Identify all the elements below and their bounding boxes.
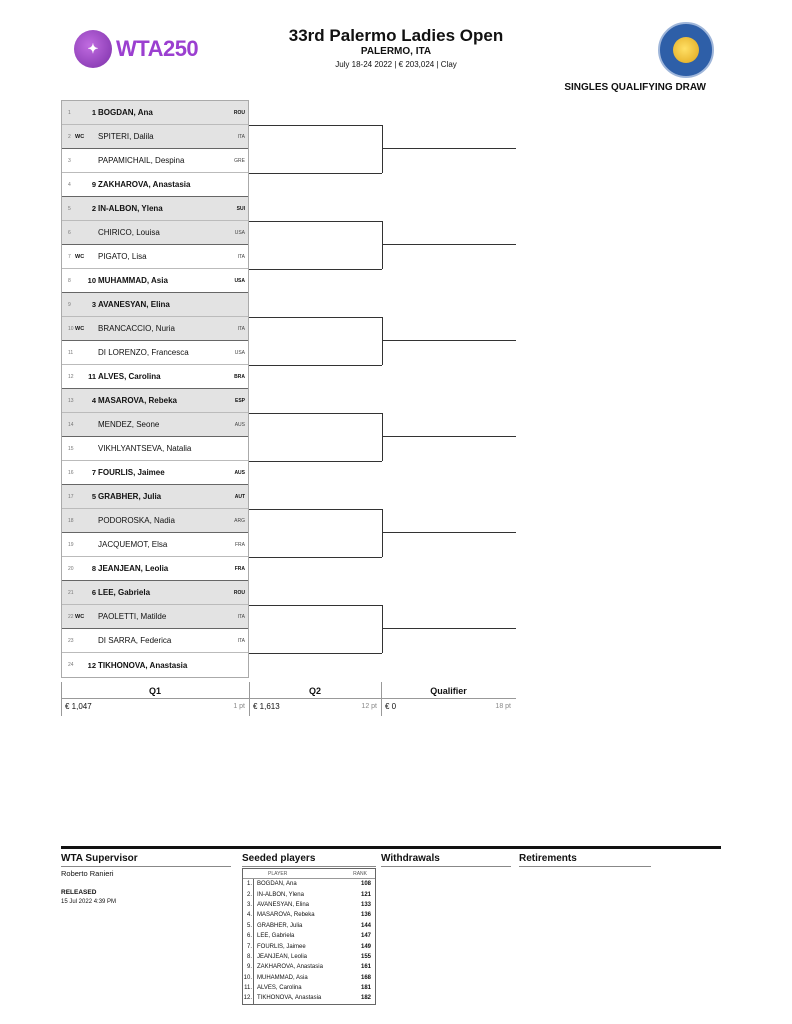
bracket-line [382,628,516,629]
draw-position: 6 [68,229,71,236]
seed-rank-number: 1. [243,879,254,889]
seeded-player-rank: 155 [360,953,371,960]
wta-logo-icon: ✦ [74,30,112,68]
draw-position: 17 [68,493,74,500]
seeded-player-name: IN-ALBON, Ylena [257,891,304,898]
rounds-footer [61,682,516,716]
bracket-line [249,269,382,270]
player-country: FRA [234,565,245,572]
round-points: 12 pt [361,703,377,710]
seeded-col-rank: RANK [353,870,367,877]
seed-rank-number: 3. [243,900,254,910]
bracket-line [382,317,383,365]
seed-rank-number: 9. [243,962,254,972]
bracket-line [382,125,383,173]
draw-position: 15 [68,445,74,452]
draw-position: 4 [68,181,71,188]
seed-number: 7 [91,468,96,477]
seeded-player-name: MUHAMMAD, Asia [257,974,308,981]
seeded-player-name: TIKHONOVA, Anastasia [257,995,322,1002]
bracket-line [249,557,382,558]
draw-entry-row [62,485,248,509]
entry-status: WC [75,613,85,620]
draw-position: 19 [68,541,74,548]
bracket-line [382,221,383,269]
tournament-title: 33rd Palermo Ladies Open [288,26,504,45]
bracket-line [249,365,382,366]
draw-entry-row [62,581,248,605]
seeded-player-rank: 133 [360,901,371,908]
player-country: AUT [234,493,245,500]
seed-number: 11 [88,372,96,381]
seed-rank-number: 10. [243,973,254,983]
player-name: LEE, Gabriela [98,588,151,597]
seeded-player-name: JEANJEAN, Leolia [257,953,308,960]
draw-entry-row [62,125,248,149]
seed-number: 4 [91,396,96,405]
draw-type: SINGLES QUALIFYING DRAW [564,82,706,93]
player-name: PAOLETTI, Matilde [98,612,167,621]
draw-entry-row [62,245,248,269]
player-country: ITA [237,133,245,140]
seeded-table-header [243,869,375,879]
player-name: MASAROVA, Rebeka [98,396,177,405]
player-name: PODOROSKA, Nadia [98,516,175,525]
seeded-player-name: FOURLIS, Jaimee [257,943,306,950]
seed-rank-number: 8. [243,952,254,962]
player-name: MUHAMMAD, Asia [98,276,168,285]
seeded-player-rank: 161 [360,964,371,971]
seed-rank-number: 5. [243,921,254,931]
bracket-line [382,148,516,149]
seeded-player-name: ZAKHAROVA, Anastasia [257,964,323,971]
logo-text: WTA250 [116,36,199,61]
draw-entry-row [62,533,248,557]
draw-position: 23 [68,637,74,644]
draw-entry-row [62,149,248,173]
seed-number: 1 [91,108,96,117]
bracket-line [382,605,383,653]
bracket-line [249,317,382,318]
tournament-details: July 18-24 2022 | € 203,024 | Clay [335,60,457,69]
seeded-player-row [243,983,375,993]
bracket-line [249,461,382,462]
draw-position: 2 [68,133,71,140]
seed-rank-number: 2. [243,889,254,899]
player-country: ESP [234,397,245,404]
player-country: USA [234,277,245,284]
seeded-player-rank: 182 [360,995,371,1002]
draw-position: 7 [68,253,71,260]
draw-position: 16 [68,469,74,476]
draw-entry-row [62,293,248,317]
draw-position: 13 [68,397,74,404]
seed-number: 5 [91,492,96,501]
player-name: JEANJEAN, Leolia [98,564,169,573]
seeded-player-rank: 149 [360,943,371,950]
bracket-line [382,413,383,461]
player-name: DI LORENZO, Francesca [98,348,189,357]
draw-entry-row [62,221,248,245]
player-country: AUS [234,421,245,428]
player-name: VIKHLYANTSEVA, Natalia [98,444,192,453]
player-name: BRANCACCIO, Nuria [98,324,175,333]
round-prize: € 1,613 [253,702,280,711]
player-country: USA [234,229,245,236]
round-points: 1 pt [233,703,245,710]
player-country: USA [234,349,245,356]
draw-entry-row [62,173,248,197]
bracket-line [249,221,382,222]
draw-entry-row [62,317,248,341]
draw-position: 24 [68,662,74,668]
player-name: ZAKHAROVA, Anastasia [98,180,191,189]
entry-status: WC [75,253,85,260]
draw-position: 10 [68,325,74,332]
player-name: JACQUEMOT, Elsa [98,540,168,549]
player-name: AVANESYAN, Elina [98,300,170,309]
seeded-col-player: PLAYER [268,870,288,877]
seeded-player-row [243,910,375,920]
bracket-line [249,413,382,414]
draw-position: 21 [68,589,74,596]
seeded-player-name: ALVES, Carolina [257,985,302,992]
player-name: IN-ALBON, Ylena [98,204,163,213]
bracket-line [382,509,383,557]
player-country: ROU [233,109,245,116]
draw-position: 18 [68,517,74,524]
seed-number: 9 [91,180,96,189]
player-name: FOURLIS, Jaimee [98,468,165,477]
seeded-player-name: GRABHER, Julia [257,922,303,929]
entry-status: WC [75,133,85,140]
seeded-player-name: MASAROVA, Rebeka [257,912,315,919]
supervisor-name: Roberto Ranieri [61,869,114,878]
seeded-player-row [243,941,375,951]
round-prize: € 1,047 [65,702,92,711]
player-name: SPITERI, Dalila [98,132,154,141]
player-name: TIKHONOVA, Anastasia [98,660,188,670]
seeded-player-rank: 181 [360,985,371,992]
seeded-player-rank: 108 [360,881,371,888]
seed-rank-number: 11. [243,983,254,993]
draw-entry-row [62,197,248,221]
draw-entry-row [62,653,248,677]
draw-entry-row [62,341,248,365]
seeded-player-rank: 168 [360,974,371,981]
seeded-player-name: LEE, Gabriela [257,933,295,940]
released-date: 15 Jul 2022 4:39 PM [61,899,117,905]
draw-entry-row [62,461,248,485]
seed-number: 10 [87,276,96,285]
player-country: SUI [236,205,245,212]
seeded-heading: Seeded players [242,853,316,864]
player-name: ALVES, Carolina [98,372,161,381]
draw-position: 8 [68,277,71,284]
seeded-player-row [243,993,375,1003]
draw-entry-row [62,413,248,437]
tournament-location: PALERMO, ITA [360,46,432,57]
player-name: CHIRICO, Louisa [98,228,160,237]
round-label: Q1 [148,686,161,696]
entries-table [61,100,249,678]
entry-status: WC [75,325,85,332]
player-name: GRABHER, Julia [98,492,162,501]
seeded-player-row [243,973,375,983]
round-points: 18 pt [495,703,511,710]
retirements-heading: Retirements [519,853,577,864]
seed-number: 2 [91,204,96,213]
player-country: BRA [234,373,245,380]
draw-position: 14 [68,421,74,428]
seeded-player-row [243,962,375,972]
seed-rank-number: 4. [243,910,254,920]
draw-position: 22 [68,613,74,620]
draw-position: 5 [68,205,71,212]
draw-entry-row [62,629,248,653]
player-country: ARG [234,517,245,524]
draw-entry-row [62,389,248,413]
draw-entry-row [62,365,248,389]
draw-entry-row [62,437,248,461]
player-country: AUS [234,469,245,476]
draw-position: 11 [68,349,74,356]
seeded-player-row [243,879,375,889]
seeded-players-table [242,868,376,1005]
draw-entry-row [62,269,248,293]
round-label: Q2 [308,686,321,696]
player-name: BOGDAN, Ana [98,108,153,117]
seeded-player-name: AVANESYAN, Elina [257,901,310,908]
supervisor-heading: WTA Supervisor [61,853,138,864]
seeded-player-row [243,900,375,910]
player-name: MENDEZ, Seone [98,420,160,429]
seeded-player-row [243,921,375,931]
player-country: ITA [237,613,245,620]
draw-entry-row [62,605,248,629]
seed-rank-number: 12. [243,993,254,1003]
seeded-player-rank: 136 [360,912,371,919]
seeded-player-rank: 147 [360,933,371,940]
bracket-line [249,605,382,606]
player-name: DI SARRA, Federica [98,636,172,645]
bracket-line [249,509,382,510]
draw-position: 1 [68,109,71,116]
seed-number: 12 [87,660,96,670]
footer-divider [61,846,721,849]
seeded-player-rank: 144 [360,922,371,929]
bracket-line [382,532,516,533]
bracket-line [382,244,516,245]
player-country: ROU [233,589,245,596]
draw-position: 9 [68,301,71,308]
tournament-badge-icon [658,22,714,78]
seeded-player-name: BOGDAN, Ana [257,881,297,888]
bracket-line [249,173,382,174]
player-country: ITA [237,637,245,644]
player-country: FRA [235,541,245,548]
draw-entry-row [62,509,248,533]
player-name: PIGATO, Lisa [98,252,147,261]
seeded-player-row [243,931,375,941]
draw-entry-row [62,557,248,581]
bracket-line [249,125,382,126]
seed-rank-number: 7. [243,941,254,951]
released-label: RELEASED [61,889,97,896]
draw-position: 3 [68,157,71,164]
seed-rank-number: 6. [243,931,254,941]
player-country: ITA [237,253,245,260]
seeded-player-row [243,889,375,899]
player-name: PAPAMICHAIL, Despina [98,156,185,165]
draw-entry-row [62,101,248,125]
bracket-line [382,436,516,437]
seeded-player-row [243,952,375,962]
bracket-line [382,340,516,341]
bracket-line [249,653,382,654]
player-country: GRE [234,157,245,164]
round-label: Qualifier [430,686,467,696]
seeded-player-rank: 121 [360,891,371,898]
round-prize: € 0 [385,702,397,711]
draw-position: 12 [68,373,74,380]
withdrawals-heading: Withdrawals [381,853,440,864]
seed-number: 3 [91,300,96,309]
player-country: ITA [237,325,245,332]
draw-position: 20 [68,565,74,572]
seed-number: 8 [91,564,96,573]
seed-number: 6 [91,588,96,597]
